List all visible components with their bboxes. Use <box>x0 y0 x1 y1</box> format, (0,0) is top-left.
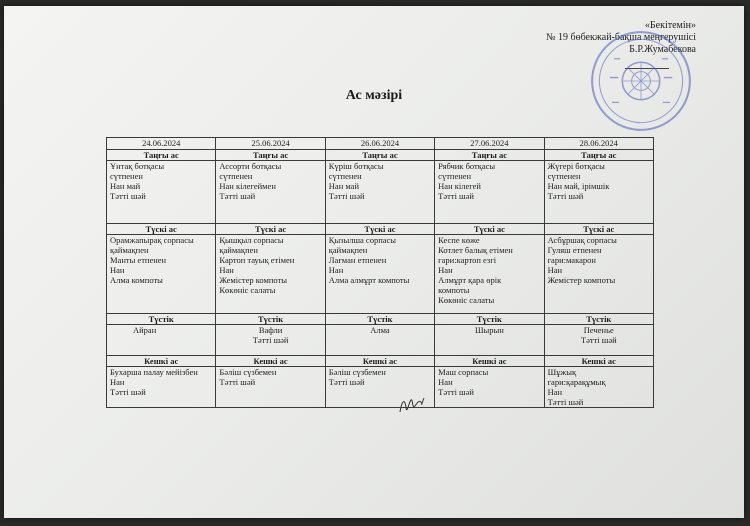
lunch-header-row <box>107 224 654 235</box>
snack-header-cell <box>325 314 434 325</box>
dinner-header-row <box>107 356 654 367</box>
snack-label: Түстік <box>258 314 284 324</box>
menu-item: Нан кілегей <box>438 181 481 191</box>
lunch-items-cell <box>544 235 653 314</box>
menu-item: Алма алмұрт компоты <box>328 275 410 285</box>
menu-item: Бухарша палау мейізбен <box>110 367 198 377</box>
lunch-items-row <box>107 235 654 314</box>
menu-item: сүтпенен <box>547 171 581 181</box>
dinner-items-cell <box>216 367 325 408</box>
menu-table <box>106 137 654 408</box>
snack-label: Түстік <box>367 314 393 324</box>
menu-item: қаймақпен <box>219 245 258 255</box>
dinner-label: Кешкі ас <box>144 356 179 366</box>
menu-item: Тәтті шәй <box>252 335 289 345</box>
menu-item: Бәліш сүзбемен <box>219 367 277 377</box>
menu-item: Шұжық <box>547 367 577 377</box>
menu-item: сүтпенен <box>110 171 143 181</box>
menu-item: Нан кілегеймен <box>219 181 276 191</box>
dinner-label: Кешкі ас <box>581 356 616 366</box>
menu-item: Бәліш сүзбемен <box>328 367 386 377</box>
menu-item: Нан май <box>328 181 360 191</box>
menu-item: Тәтті шәй <box>438 387 474 397</box>
menu-item: Айран <box>133 325 157 335</box>
menu-item: Алма компоты <box>110 275 163 285</box>
menu-item: Тәтті шәй <box>580 335 617 345</box>
approval-name: Б.Р.Жумабекова <box>629 44 696 55</box>
menu-item: Ұнтақ ботқасы <box>110 161 165 171</box>
menu-item: Нан май, ірімшік <box>547 181 610 191</box>
dinner-header-cell <box>544 356 653 367</box>
date-cell <box>107 138 216 150</box>
menu-item: сүтпенен <box>219 171 253 181</box>
lunch-label: Түскі ас <box>473 224 505 234</box>
menu-item: Тәтті шәй <box>438 191 474 201</box>
breakfast-items-row <box>107 161 654 224</box>
snack-label: Түстік <box>586 314 612 324</box>
dinner-label: Кешкі ас <box>472 356 507 366</box>
menu-item: Алмұрт қара өрік <box>438 275 502 285</box>
snack-items-cell <box>216 325 325 356</box>
date-label: 24.06.2024 <box>142 138 181 148</box>
date-cell <box>325 138 434 150</box>
menu-item: компоты <box>438 285 470 295</box>
page-title: Ас мәзірі <box>345 88 403 103</box>
menu-item: Тәтті шәй <box>547 191 584 201</box>
menu-item: Нан май <box>110 181 141 191</box>
dinner-header-cell <box>216 356 325 367</box>
menu-item: Шырын <box>474 325 504 335</box>
menu-item: Нан <box>438 265 453 275</box>
snack-label: Түстік <box>148 314 174 324</box>
lunch-header-cell <box>544 224 653 235</box>
menu-item: Тәтті шәй <box>328 191 365 201</box>
menu-item: Лағман етпенен <box>328 255 387 265</box>
menu-item: Ассорти ботқасы <box>219 161 282 171</box>
menu-item: Алма <box>370 325 390 335</box>
snack-header-cell <box>435 314 544 325</box>
lunch-label: Түскі ас <box>255 224 287 234</box>
menu-item: Асбұршақ сорпасы <box>547 235 617 245</box>
menu-item: Нан <box>438 377 453 387</box>
breakfast-items-cell <box>107 161 216 224</box>
breakfast-items-cell <box>325 161 434 224</box>
snack-header-cell <box>107 314 216 325</box>
menu-item: Гуляш етпенен <box>547 245 602 255</box>
menu-item: Печенье <box>583 325 614 335</box>
breakfast-label: Таңғы ас <box>143 150 179 160</box>
menu-item: қаймақпен <box>328 245 368 255</box>
menu-item: Кеспе көже <box>438 235 480 245</box>
menu-item: сүтпенен <box>438 171 472 181</box>
menu-item: Вафли <box>258 325 283 335</box>
approval-position: № 19 бөбекжай-бақша меңгерушісі <box>545 32 696 43</box>
snack-header-cell <box>216 314 325 325</box>
dinner-header-cell <box>107 356 216 367</box>
menu-item: Жемістер компоты <box>547 275 616 285</box>
dinner-items-cell <box>435 367 544 408</box>
snack-label: Түстік <box>476 314 502 324</box>
breakfast-header-cell <box>325 150 434 161</box>
dinner-label: Кешкі ас <box>362 356 398 366</box>
lunch-label: Түскі ас <box>364 224 396 234</box>
date-cell <box>435 138 544 150</box>
date-cell <box>544 138 653 150</box>
menu-item: Нан <box>110 377 125 387</box>
lunch-items-cell <box>435 235 544 314</box>
snack-items-cell <box>325 325 434 356</box>
snack-header-row <box>107 314 654 325</box>
menu-item: Маш сорпасы <box>438 367 489 377</box>
menu-item: гари:қарақұмық <box>547 377 606 387</box>
lunch-label: Түскі ас <box>145 224 177 234</box>
menu-item: Күріш ботқасы <box>328 161 384 171</box>
breakfast-header-cell <box>544 150 653 161</box>
date-header-row <box>107 138 654 150</box>
menu-item: Қышқыл сорпасы <box>219 235 284 245</box>
menu-item: Картоп тауық етімен <box>219 255 295 265</box>
menu-item: Тәтті шәй <box>219 191 256 201</box>
snack-items-cell <box>544 325 653 356</box>
menu-item: гари:картоп езгі <box>438 255 497 265</box>
breakfast-header-cell <box>435 150 544 161</box>
menu-item: Котлет балық етімен <box>438 245 513 255</box>
breakfast-label: Таңғы ас <box>252 150 289 160</box>
dinner-header-cell <box>325 356 434 367</box>
snack-header-cell <box>544 314 653 325</box>
menu-item: Нан <box>328 265 344 275</box>
dinner-header-cell <box>435 356 544 367</box>
menu-item: Тәтті шәй <box>110 387 146 397</box>
snack-items-row <box>107 325 654 356</box>
dinner-label: Кешкі ас <box>253 356 288 366</box>
lunch-header-cell <box>325 224 434 235</box>
breakfast-items-cell <box>216 161 325 224</box>
breakfast-label: Таңғы ас <box>581 150 617 160</box>
menu-item: Жүгері ботқасы <box>547 161 605 171</box>
menu-item: Көкөніс салаты <box>219 285 276 295</box>
breakfast-label: Таңғы ас <box>362 150 398 160</box>
menu-item: Рябчик ботқасы <box>438 161 496 171</box>
menu-item: Тәтті шәй <box>219 377 256 387</box>
menu-item: Қызылша сорпасы <box>328 235 396 245</box>
lunch-header-cell <box>216 224 325 235</box>
menu-item: Тәтті шәй <box>547 397 584 407</box>
breakfast-label: Таңғы ас <box>471 150 507 160</box>
menu-item: Көкөніс салаты <box>438 295 495 305</box>
date-label: 27.06.2024 <box>470 138 509 148</box>
lunch-items-cell <box>107 235 216 314</box>
breakfast-items-cell <box>435 161 544 224</box>
lunch-header-cell <box>107 224 216 235</box>
menu-item: сүтпенен <box>328 171 362 181</box>
lunch-items-cell <box>216 235 325 314</box>
menu-item: Манты етпенен <box>110 255 167 265</box>
menu-item: Жемістер компоты <box>219 275 288 285</box>
breakfast-header-cell <box>107 150 216 161</box>
date-label: 26.06.2024 <box>360 138 400 148</box>
snack-items-cell <box>107 325 216 356</box>
menu-item: Нан <box>547 387 563 397</box>
date-cell <box>216 138 325 150</box>
approval-heading: «Бекітемін» <box>644 20 696 31</box>
menu-item: қаймақпен <box>110 245 149 255</box>
menu-item: Нан <box>219 265 234 275</box>
date-label: 28.06.2024 <box>579 138 618 148</box>
menu-item: Тәтті шәй <box>328 377 365 387</box>
lunch-label: Түскі ас <box>583 224 615 234</box>
dinner-items-cell <box>544 367 653 408</box>
breakfast-header-cell <box>216 150 325 161</box>
dinner-items-row <box>107 367 654 408</box>
dinner-items-cell <box>107 367 216 408</box>
menu-item: Орамжапырақ сорпасы <box>110 235 194 245</box>
official-stamp-icon <box>589 29 693 133</box>
menu-item: гари:макарон <box>547 255 596 265</box>
breakfast-header-row <box>107 150 654 161</box>
lunch-header-cell <box>435 224 544 235</box>
date-label: 25.06.2024 <box>251 138 290 148</box>
menu-item: Тәтті шәй <box>110 191 146 201</box>
breakfast-items-cell <box>544 161 653 224</box>
menu-item: Нан <box>110 265 125 275</box>
lunch-items-cell <box>325 235 434 314</box>
dinner-items-cell <box>325 367 434 408</box>
snack-items-cell <box>435 325 544 356</box>
menu-item: Нан <box>547 265 563 275</box>
